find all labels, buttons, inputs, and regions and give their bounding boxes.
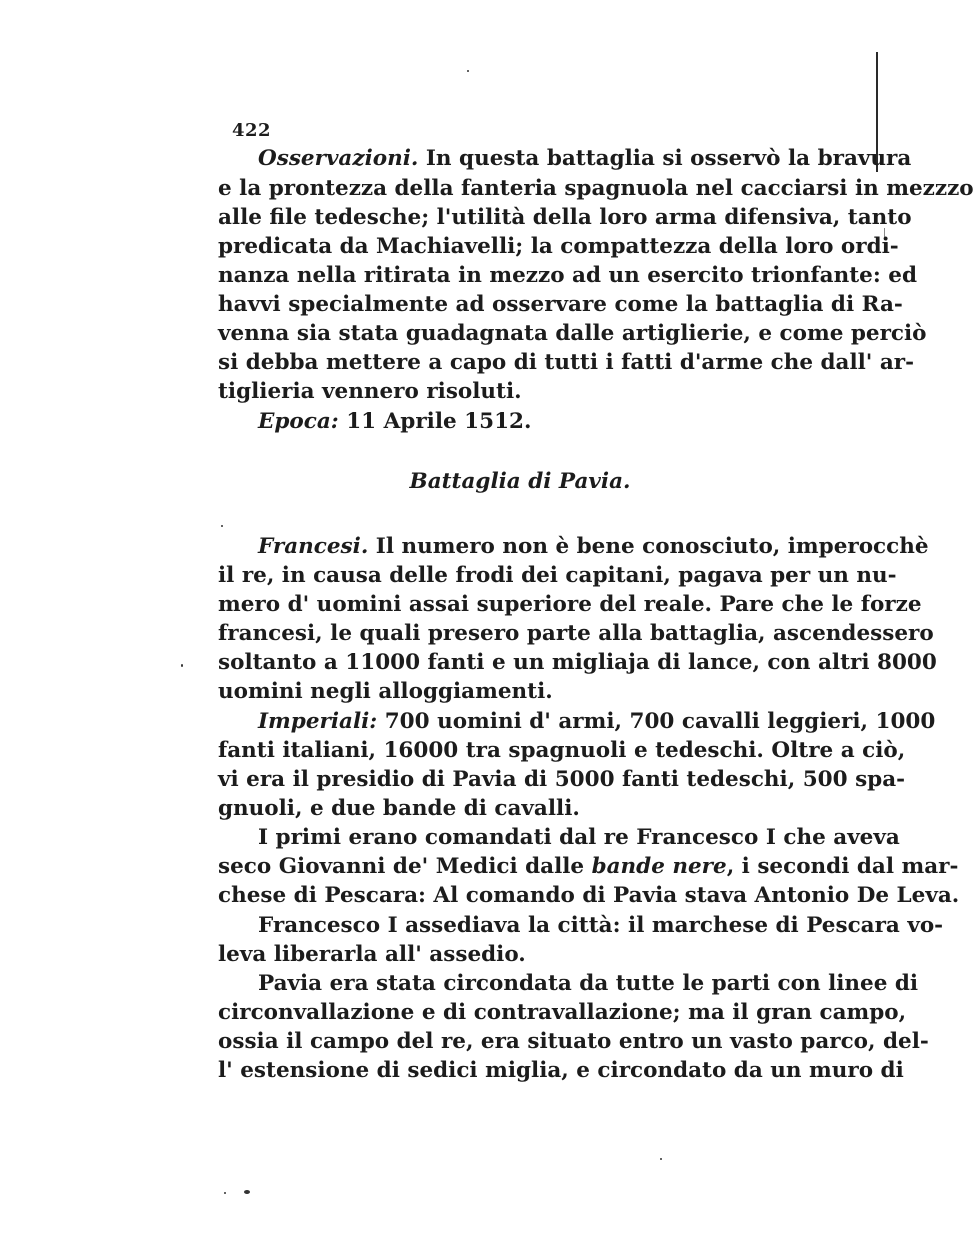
text-line xyxy=(258,970,919,998)
line-text: vi era il presidio di Pavia di 5000 fanti tedeschi, 500 spa- xyxy=(218,767,906,792)
section-heading: Battaglia di Pavia. xyxy=(409,469,631,494)
line-text: si debba mettere a capo di tutti i fatti d'arme che dall' ar- xyxy=(218,350,915,375)
line-text: havvi specialmente ad osservare come la battaglia di Ra- xyxy=(218,292,903,317)
text-line xyxy=(218,620,934,648)
line-text: fanti italiani, 16000 tra spagnuoli e tedeschi. Oltre a ciò, xyxy=(218,738,906,763)
text-line xyxy=(218,795,821,823)
line-text: predicata da Machiavelli; la compattezza della loro ordi- xyxy=(218,234,899,259)
paragraph-label: Imperiali: xyxy=(258,709,378,734)
line-text: In questa battaglia si osservò la bravura xyxy=(418,146,912,171)
text-line xyxy=(218,766,906,794)
text-line xyxy=(258,145,912,173)
page-number: 422 xyxy=(232,120,272,141)
ink-speck xyxy=(467,70,469,72)
line-text: Francesco I assediava la città: il marchese di Pescara vo- xyxy=(258,913,944,938)
text-line xyxy=(218,882,960,910)
text-line xyxy=(218,320,927,348)
line-text: , i secondi dal mar- xyxy=(726,854,959,879)
line-text: francesi, le quali presero parte alla battaglia, ascendessero xyxy=(218,621,934,646)
paragraph-label: Osservazioni. xyxy=(258,146,419,171)
ink-speck xyxy=(660,1158,662,1160)
line-text: 700 uomini d' armi, 700 cavalli leggieri, 1000 xyxy=(377,709,936,734)
line-text: 11 Aprile 1512. xyxy=(338,409,532,434)
text-line xyxy=(218,1057,904,1085)
text-line xyxy=(218,262,917,290)
line-text: uomini negli alloggiamenti. xyxy=(218,679,553,704)
line-text: seco Giovanni de' Medici dalle xyxy=(218,854,592,879)
text-line xyxy=(218,999,907,1027)
text-line xyxy=(258,824,900,852)
text-line xyxy=(218,853,959,881)
text-line xyxy=(218,349,915,377)
line-text: Pavia era stata circondata da tutte le parti con linee di xyxy=(258,971,919,996)
ink-speck xyxy=(181,664,183,667)
line-text: ossia il campo del re, era situato entro un vasto parco, del- xyxy=(218,1029,929,1054)
paragraph-label: Epoca: xyxy=(258,409,339,434)
text-line xyxy=(218,1028,929,1056)
paragraph-label: Francesi. xyxy=(258,534,369,559)
line-text: e la prontezza della fanteria spagnuola nel cacciarsi in mezzzo xyxy=(218,176,974,201)
line-text: soltanto a 11000 fanti e un migliaja di lance, con altri 8000 xyxy=(218,650,937,675)
line-text: chese di Pescara: Al comando di Pavia stava Antonio De Leva. xyxy=(218,883,960,908)
line-text: mero d' uomini assai superiore del reale. Pare che le forze xyxy=(218,592,922,617)
ink-speck xyxy=(224,1192,226,1194)
text-line xyxy=(258,708,936,736)
text-line xyxy=(258,912,944,940)
line-text: tiglieria vennero risoluti. xyxy=(218,379,522,404)
line-text: il re, in causa delle frodi dei capitani, pagava per un nu- xyxy=(218,563,897,588)
line-text: alle file tedesche; l'utilità della loro arma difensiva, tanto xyxy=(218,205,912,230)
line-text: Il numero non è bene conosciuto, imperocchè xyxy=(368,534,929,559)
line-text: gnuoli, e due bande di cavalli. xyxy=(218,796,580,821)
line-text: venna sia stata guadagnata dalle artiglierie, e come perciò xyxy=(218,321,927,346)
text-line xyxy=(218,678,821,706)
text-line xyxy=(218,204,912,232)
line-text: leva liberarla all' assedio. xyxy=(218,942,526,967)
text-line xyxy=(218,562,897,590)
text-line xyxy=(218,291,903,319)
text-line xyxy=(218,649,937,677)
line-text: l' estensione di sedici miglia, e circondato da un muro di xyxy=(218,1058,904,1083)
line-text: circonvallazione e di contravallazione; ma il gran campo, xyxy=(218,1000,907,1025)
text-line xyxy=(218,941,821,969)
line-text: nanza nella ritirata in mezzo ad un esercito trionfante: ed xyxy=(218,263,917,288)
text-line xyxy=(218,233,899,261)
line-text: I primi erano comandati dal re Francesco I che aveva xyxy=(258,825,900,850)
text-line xyxy=(258,408,821,436)
ink-speck xyxy=(221,525,223,527)
text-line xyxy=(218,737,906,765)
text-line xyxy=(218,175,974,203)
ink-speck xyxy=(244,1190,250,1194)
text-line xyxy=(218,591,922,619)
text-line xyxy=(258,533,929,561)
text-line xyxy=(218,378,821,406)
italic-phrase: bande nere xyxy=(591,854,727,879)
